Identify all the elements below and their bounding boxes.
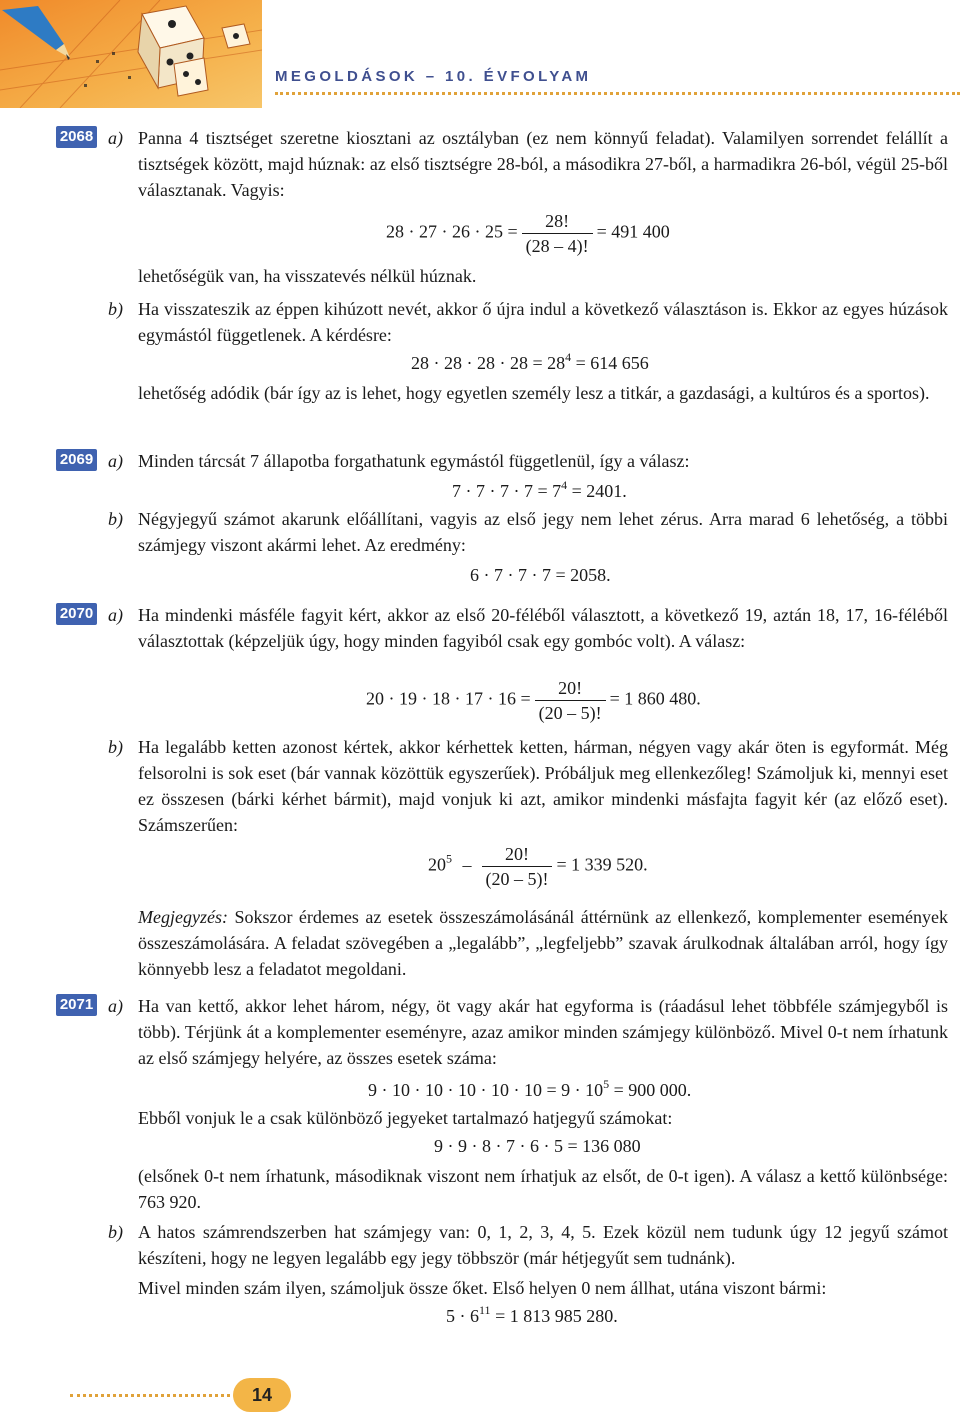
part-text: Ha legalább ketten azonost kértek, akkor kérhettek ketten, hárman, négyen vagy akár öten is egyformát. Még felsorolni is sok eset (bár vannak közöttük egyszerűek). Próbáljuk meg ellenkezőleg! Számoljuk ki, mennyi eset ez összesen (bárki kérhet bármit), majd vonjuk ki azt, amikor mindenki másfajta fagyit kér (az előző eset). Számszerűen: <box>138 737 948 835</box>
part-text: A hatos számrendszerben hat számjegy van: 0, 1, 2, 3, 4, 5. Ezek közül nem tudunk úgy 12 jegyű számot készíteni, hogy ne legyen legalább egy jegy többször (már hétjegyűt sem tudnánk). <box>138 1222 948 1268</box>
part-text-3: (elsőnek 0-t nem írhatunk, másodiknak viszont nem írhatjuk az elsőt, de 0-t igen). A válasz a kettő különbsége: 763 920. <box>138 1166 948 1212</box>
header-title: MEGOLDÁSOK – 10. ÉVFOLYAM <box>275 68 592 85</box>
part-text-2: Mivel minden szám ilyen, számoljuk össze őket. Első helyen 0 nem állhat, utána viszont bármi: <box>138 1278 827 1298</box>
part-label: a) <box>108 996 123 1016</box>
part-label: a) <box>108 128 123 148</box>
footer-divider <box>70 1394 230 1397</box>
fraction: $\frac{20!}{(20 - 5)!}$ <box>535 676 606 725</box>
formula: $20^5$ – $\frac{20!}{(20 - 5)!}$ = 1 339 520. <box>428 844 648 889</box>
page-number: 14 <box>233 1378 291 1412</box>
part-text: Ha mindenki másféle fagyit kért, akkor az első 20-féléből választott, a következő 19, aztán 18, 17, 16-féléből választottak (képzeljük úgy, hogy minden fagyiból csak egy gombóc volt). A válasz: <box>138 605 948 651</box>
part-text: Minden tárcsát 7 állapotba forgathatunk egymástól függetlenül, így a válasz: <box>138 451 690 471</box>
header-illustration <box>0 0 262 108</box>
formula: 20 · 19 · 18 · 17 · 16 = $\frac{20!}{(20 - 5)!}$ = 1 860 480. <box>366 678 701 723</box>
part-label: b) <box>108 1222 123 1242</box>
formula: $7 \cdot 7 \cdot 7 \cdot 7 = 7^4 = 2401$. <box>452 478 627 501</box>
formula: $28 \cdot 28 \cdot 28 \cdot 28 = 28^4 = 614$ 656 <box>411 350 649 373</box>
formula: 6 · 7 · 7 · 7 = 2058. <box>470 565 611 585</box>
part-text-after: lehetőségük van, ha visszatevés nélkül húznak. <box>138 266 477 286</box>
formula: $5 \cdot 6^{11} = 1$ 813 985 280. <box>446 1303 618 1326</box>
note-text: Sokszor érdemes az esetek összeszámolásánál áttérnünk az ellenkező, komplementer események összeszámolására. A feladat szövegében a „legalább”, „legfeljebb” szavak árulkodnak általában arról, hogy így könnyebb lesz a feladatot megoldani. <box>138 907 948 979</box>
problem-number-badge: 2069 <box>56 449 97 471</box>
part-text: Panna 4 tisztséget szeretne kiosztani az osztályban (ez nem könnyű feladat). Valamilyen sorrendet felállít a tisztségek között, majd húznak: az első tisztségre 28-ból, a másodikra 27-ből, a harmadikra 26-ból, végül 25-ből választanak. Vagyis: <box>138 128 948 200</box>
note-label: Megjegyzés: <box>138 907 228 927</box>
part-label: a) <box>108 451 123 471</box>
fraction: $\frac{20!}{(20 - 5)!}$ <box>482 842 553 891</box>
part-text-after: lehetőség adódik (bár így az is lehet, hogy egyetlen személy lesz a titkár, a gazdasági, a kultúros és a sportos). <box>138 383 930 403</box>
part-label: a) <box>108 605 123 625</box>
part-text: Négyjegyű számot akarunk előállítani, vagyis az első jegy nem lehet zérus. Arra marad 6 lehetőség, a többi számjegy viszont akármi lehet. Az eredmény: <box>138 509 948 555</box>
problem-number-badge: 2070 <box>56 603 97 625</box>
fraction: $\frac{28!}{(28 - 4)!}$ <box>522 209 593 258</box>
part-label: b) <box>108 737 123 757</box>
formula: 28 · 27 · 26 · 25 = $\frac{28!}{(28 - 4)!}$ = 491 400 <box>386 211 670 256</box>
note <box>138 904 948 982</box>
part-text-2: Ebből vonjuk le a csak különböző jegyeket tartalmazó hatjegyű számokat: <box>138 1108 673 1128</box>
header-divider <box>275 92 960 95</box>
problem-number-badge: 2071 <box>56 994 97 1016</box>
part-label: b) <box>108 509 123 529</box>
part-label: b) <box>108 299 123 319</box>
problem-number-badge: 2068 <box>56 126 97 148</box>
part-text: Ha visszateszik az éppen kihúzott nevét, akkor ő újra indul a következő választáson is. Ekkor az egyes húzások egymástól függetlenek. A kérdésre: <box>138 299 948 345</box>
formula: $9 \cdot 10 \cdot 10 \cdot 10 \cdot 10 \cdot 10 = 9 \cdot 10^5 = 900$ 000. <box>368 1077 692 1100</box>
part-text: Ha van kettő, akkor lehet három, négy, öt vagy akár hat egyforma is (ráadásul lehet többféle számjegyből is több). Térjünk át a komplementer eseményre, azaz amikor minden számjegy különböző. Mivel 0-t nem írhatunk az első számjegy helyére, az összes esetek száma: <box>138 996 948 1068</box>
formula-2: 9 · 9 · 8 · 7 · 6 · 5 = 136 080 <box>434 1136 641 1156</box>
